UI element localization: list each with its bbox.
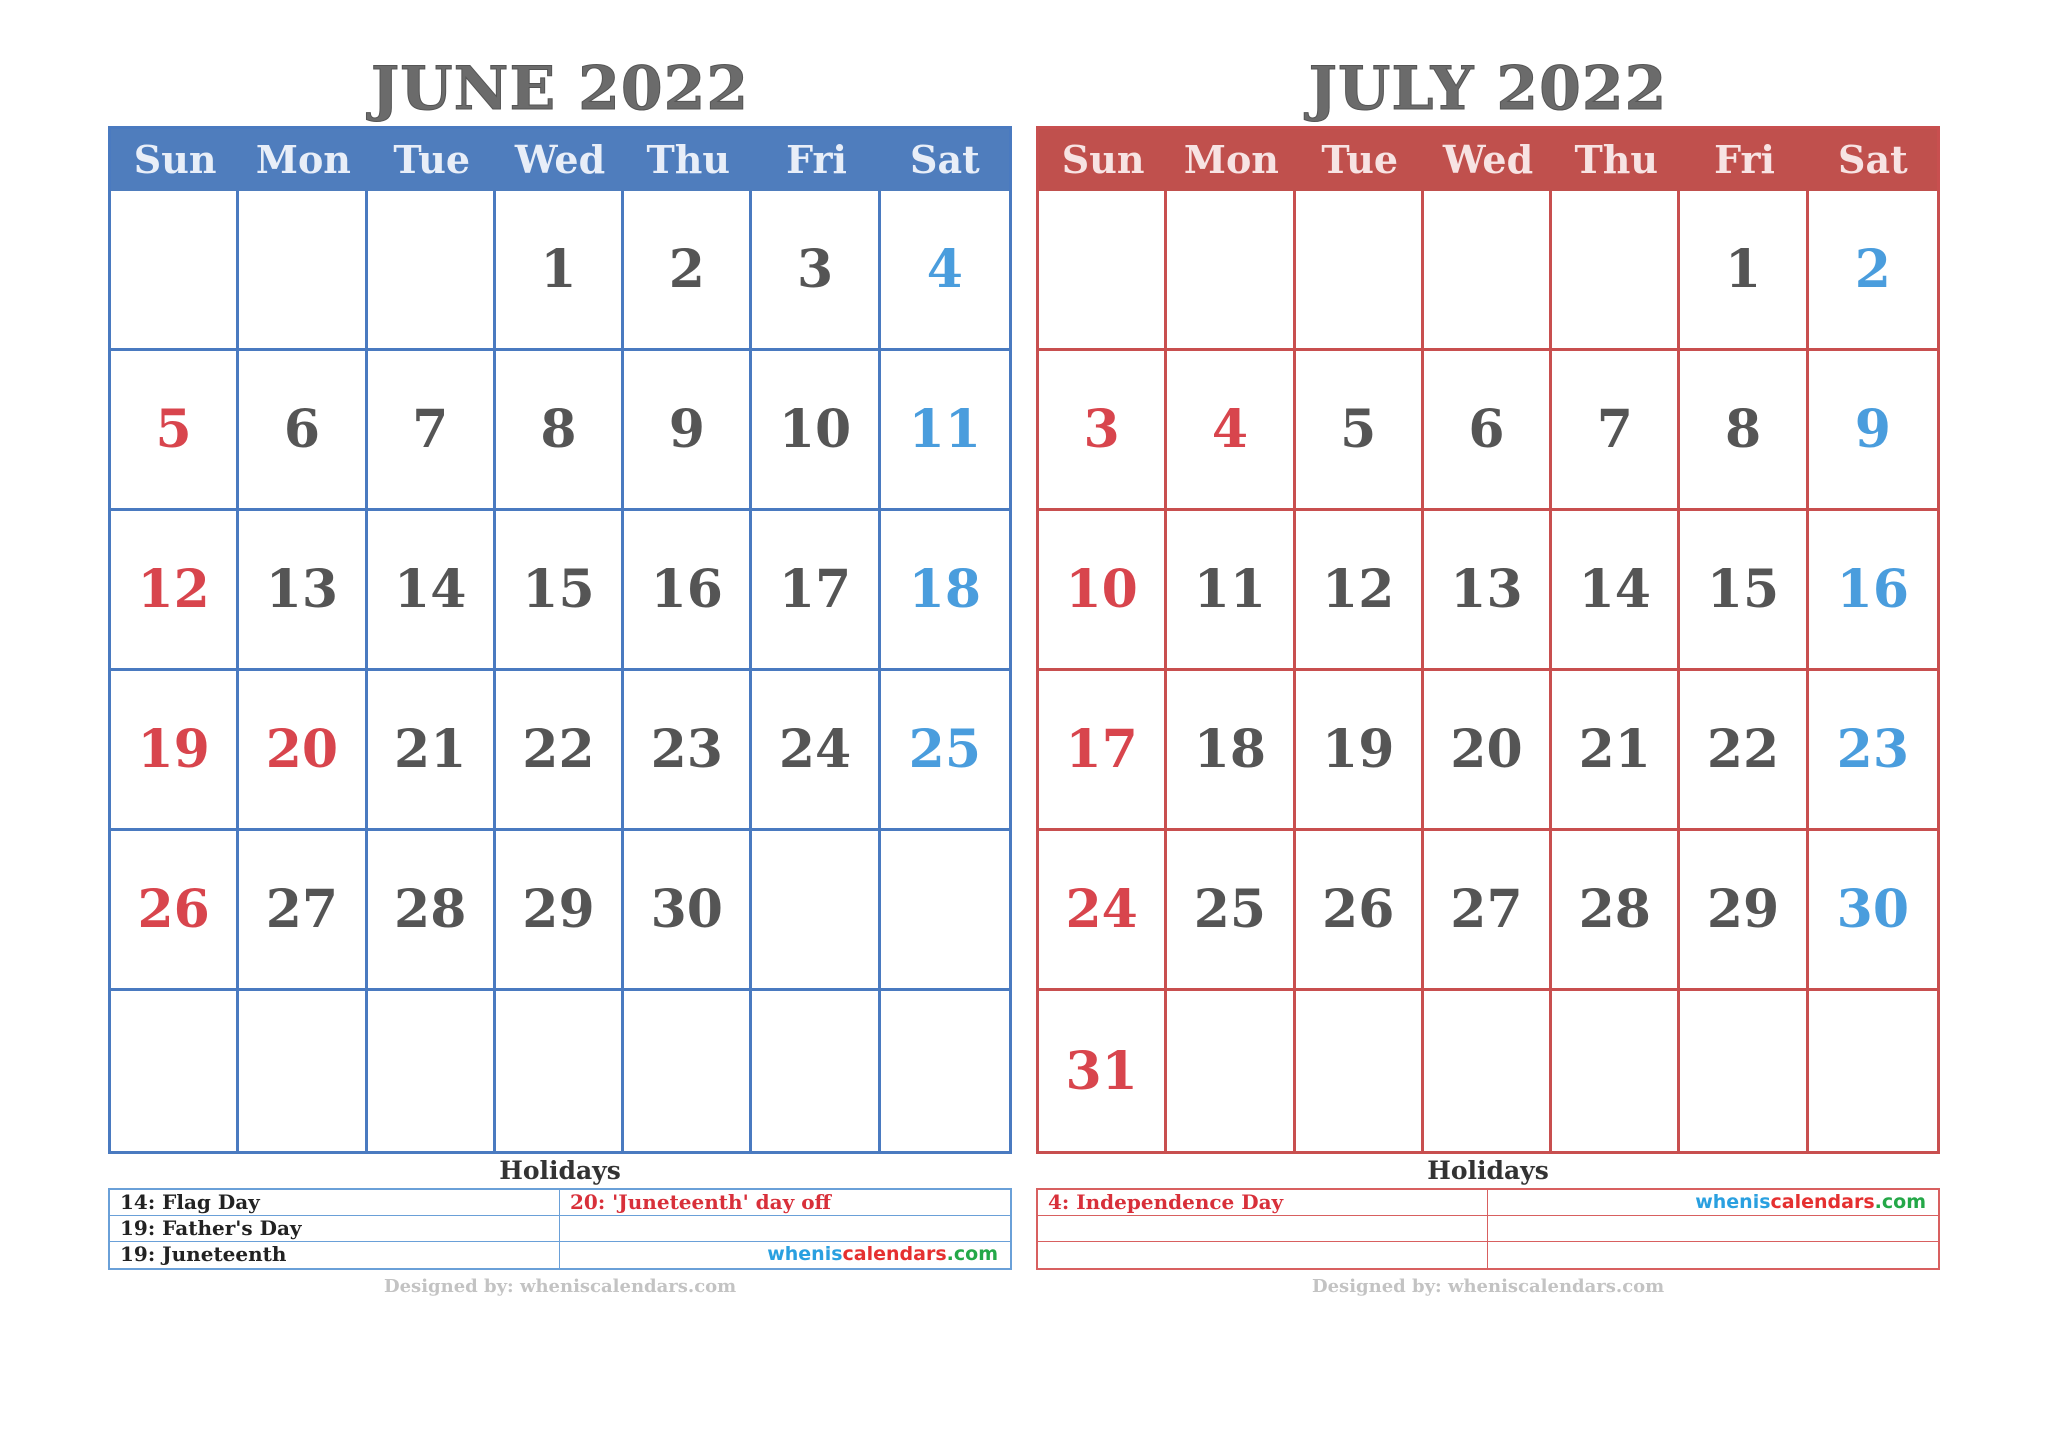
- day-cell: 24: [752, 671, 880, 831]
- day-cell-empty: [752, 831, 880, 991]
- day-cells: [111, 191, 1009, 1151]
- weekday-fri: Fri: [786, 137, 847, 182]
- day-cell-empty: [752, 991, 880, 1151]
- holiday-entry: 19: Father's Day: [110, 1216, 560, 1242]
- day-cell-empty: [624, 991, 752, 1151]
- day-cell: 3: [752, 191, 880, 351]
- day-cell: 30: [624, 831, 752, 991]
- weekday-sat: Sat: [910, 137, 980, 182]
- day-cell: 19: [111, 671, 239, 831]
- day-cell: 28: [368, 831, 496, 991]
- day-cell: 3: [1039, 351, 1167, 511]
- day-cell: 6: [1424, 351, 1552, 511]
- weekday-mon: Mon: [1183, 137, 1279, 182]
- holiday-entry-empty: [1488, 1242, 1938, 1268]
- day-cell-empty: [239, 991, 367, 1151]
- day-cell: 7: [1552, 351, 1680, 511]
- day-cell: 26: [1296, 831, 1424, 991]
- holiday-entry-empty: [1488, 1216, 1938, 1242]
- day-cell: 17: [752, 511, 880, 671]
- day-cell: 5: [111, 351, 239, 511]
- day-cell-empty: [111, 991, 239, 1151]
- site-part-calendars: calendars: [842, 1243, 947, 1265]
- day-cell-empty: [496, 991, 624, 1151]
- holidays-title: Holidays: [499, 1156, 621, 1185]
- holidays-title: Holidays: [1427, 1156, 1549, 1185]
- day-cell-empty: [1424, 191, 1552, 351]
- day-cell: 20: [239, 671, 367, 831]
- day-cell: 16: [624, 511, 752, 671]
- month-title: JULY 2022: [1308, 54, 1668, 124]
- weekday-tue: Tue: [1321, 137, 1398, 182]
- day-cell-empty: [368, 991, 496, 1151]
- june-calendar: [108, 52, 1012, 1297]
- day-cell-empty: [1167, 991, 1295, 1151]
- site-part-whenis: whenis: [1695, 1191, 1771, 1213]
- day-cell: 20: [1424, 671, 1552, 831]
- holiday-entry-empty: [1038, 1242, 1488, 1268]
- day-cell: 23: [1809, 671, 1937, 831]
- site-part-whenis: whenis: [767, 1243, 843, 1265]
- weekday-header: [111, 129, 1009, 191]
- weekday-sat: Sat: [1838, 137, 1908, 182]
- day-cell: 8: [1680, 351, 1808, 511]
- day-cell: 9: [624, 351, 752, 511]
- day-cell: 15: [1680, 511, 1808, 671]
- day-cell-empty: [881, 831, 1009, 991]
- day-cell: 6: [239, 351, 367, 511]
- day-cell: 31: [1039, 991, 1167, 1151]
- holiday-entry: 4: Independence Day: [1038, 1190, 1488, 1216]
- day-cell: 11: [881, 351, 1009, 511]
- day-cell-empty: [1039, 191, 1167, 351]
- holiday-entry-empty: [560, 1216, 1010, 1242]
- day-cell: 7: [368, 351, 496, 511]
- calendar-grid: [108, 126, 1012, 1154]
- day-cell: 22: [496, 671, 624, 831]
- day-cell: 12: [111, 511, 239, 671]
- day-cell: 17: [1039, 671, 1167, 831]
- holiday-entry: 20: 'Juneteenth' day off: [560, 1190, 1010, 1216]
- day-cell-empty: [1424, 991, 1552, 1151]
- holiday-entry-empty: [1038, 1216, 1488, 1242]
- day-cell: 24: [1039, 831, 1167, 991]
- day-cells: [1039, 191, 1937, 1151]
- day-cell: 15: [496, 511, 624, 671]
- day-cell: 16: [1809, 511, 1937, 671]
- day-cell: 12: [1296, 511, 1424, 671]
- site-part-calendars: calendars: [1770, 1191, 1875, 1213]
- weekday-thu: Thu: [646, 137, 731, 182]
- day-cell-empty: [1552, 191, 1680, 351]
- july-calendar: [1036, 52, 1940, 1297]
- day-cell: 21: [368, 671, 496, 831]
- day-cell: 25: [1167, 831, 1295, 991]
- day-cell-empty: [1296, 191, 1424, 351]
- day-cell: 2: [624, 191, 752, 351]
- holiday-entry: 19: Juneteenth: [110, 1242, 560, 1268]
- day-cell-empty: [368, 191, 496, 351]
- site-part-com: .com: [1874, 1191, 1926, 1213]
- day-cell: 19: [1296, 671, 1424, 831]
- day-cell: 5: [1296, 351, 1424, 511]
- calendar-grid: [1036, 126, 1940, 1154]
- day-cell: 21: [1552, 671, 1680, 831]
- day-cell: 26: [111, 831, 239, 991]
- day-cell: 13: [239, 511, 367, 671]
- day-cell: 10: [1039, 511, 1167, 671]
- designed-by: Designed by: wheniscalendars.com: [384, 1276, 737, 1297]
- designed-by: Designed by: wheniscalendars.com: [1312, 1276, 1665, 1297]
- site-part-com: .com: [946, 1243, 998, 1265]
- day-cell: 4: [881, 191, 1009, 351]
- day-cell: 4: [1167, 351, 1295, 511]
- day-cell: 10: [752, 351, 880, 511]
- day-cell: 9: [1809, 351, 1937, 511]
- day-cell: 2: [1809, 191, 1937, 351]
- day-cell: 1: [496, 191, 624, 351]
- site-link[interactable]: [1488, 1190, 1938, 1216]
- weekday-wed: Wed: [514, 137, 606, 182]
- month-title: JUNE 2022: [370, 54, 750, 124]
- weekday-thu: Thu: [1574, 137, 1659, 182]
- day-cell-empty: [239, 191, 367, 351]
- day-cell: 23: [624, 671, 752, 831]
- day-cell: 13: [1424, 511, 1552, 671]
- weekday-sun: Sun: [1061, 137, 1145, 182]
- day-cell-empty: [111, 191, 239, 351]
- weekday-fri: Fri: [1714, 137, 1775, 182]
- day-cell-empty: [1167, 191, 1295, 351]
- day-cell: 18: [1167, 671, 1295, 831]
- day-cell: 27: [1424, 831, 1552, 991]
- day-cell: 14: [368, 511, 496, 671]
- site-link[interactable]: [560, 1242, 1010, 1268]
- day-cell: 29: [1680, 831, 1808, 991]
- day-cell-empty: [1680, 991, 1808, 1151]
- day-cell: 29: [496, 831, 624, 991]
- day-cell: 1: [1680, 191, 1808, 351]
- day-cell: 14: [1552, 511, 1680, 671]
- day-cell: 11: [1167, 511, 1295, 671]
- holidays-table: [108, 1188, 1012, 1270]
- weekday-wed: Wed: [1442, 137, 1534, 182]
- weekday-sun: Sun: [133, 137, 217, 182]
- weekday-tue: Tue: [393, 137, 470, 182]
- day-cell: 30: [1809, 831, 1937, 991]
- day-cell: 8: [496, 351, 624, 511]
- weekday-mon: Mon: [255, 137, 351, 182]
- day-cell-empty: [1809, 991, 1937, 1151]
- day-cell-empty: [1296, 991, 1424, 1151]
- day-cell: 25: [881, 671, 1009, 831]
- day-cell: 18: [881, 511, 1009, 671]
- weekday-header: [1039, 129, 1937, 191]
- day-cell: 28: [1552, 831, 1680, 991]
- day-cell-empty: [1552, 991, 1680, 1151]
- day-cell: 27: [239, 831, 367, 991]
- holiday-entry: 14: Flag Day: [110, 1190, 560, 1216]
- day-cell: 22: [1680, 671, 1808, 831]
- holidays-table: [1036, 1188, 1940, 1270]
- day-cell-empty: [881, 991, 1009, 1151]
